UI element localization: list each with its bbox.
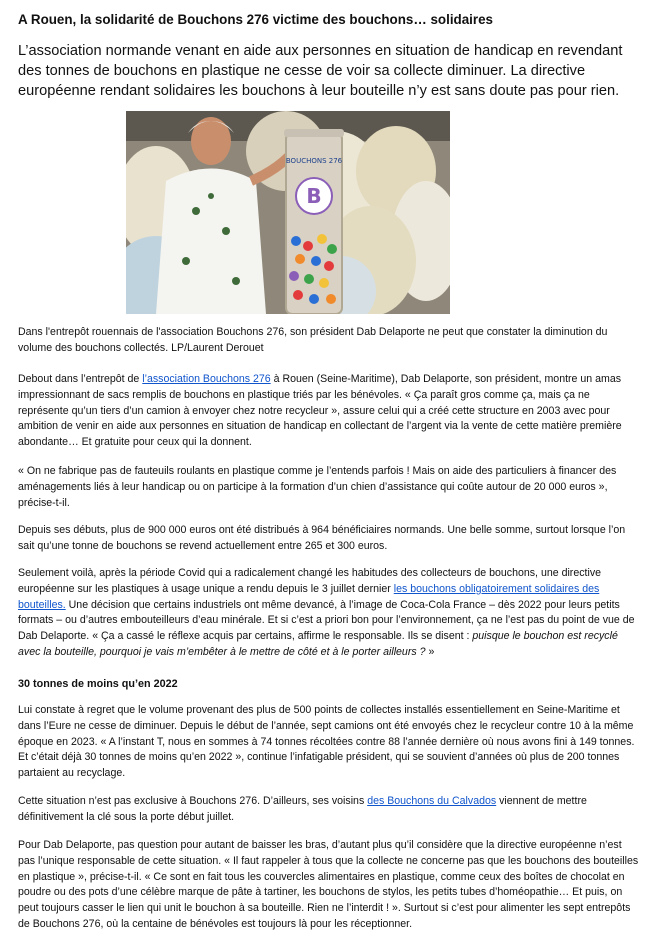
link-association-bouchons-276[interactable]: l’association Bouchons 276 <box>142 373 271 385</box>
paragraph-2: « On ne fabrique pas de fauteuils roulants en plastique comme je l’entends parfois ! Mais on aide des particuliers à financer des aménagements liés à leur handicap ou on participe à la formation d’un chien d’assistance qui coûte autour de 20 000 euros », précise-t-il. <box>18 465 617 509</box>
article-photo <box>126 111 450 314</box>
section-heading: 30 tonnes de moins qu’en 2022 <box>18 678 178 690</box>
jar-label: BOUCHONS 276 <box>285 157 343 165</box>
link-bouchons-solidaires[interactable]: les bouchons obligatoirement solidaires des bouteilles. <box>18 582 600 611</box>
paragraph-7: Pour Dab Delaporte, pas question pour autant de baisser les bras, d’autant plus qu’il considère que la directive européenne n’est pas l’unique responsable de cette situation. « Il faut rappeler à tous que la collecte ne concerne pas que les bouchons des bouteilles en plastique », précise-t-il. « Ce sont en fait tous les couvercles alimentaires en plastique, comme ceux des boîtes de chocolat en poudre ou des pots d’une célèbre marque de pâte à tartiner, les bouchons de stylos, les petits tubes d’homéopathie… Et puis, on peut toujours casser le lien qui unit le bouchon à sa bouteille. Rien ne l’interdit ! ». Surtout si c’est pour alimenter les sept entrepôts de Bouchons 276, où la centaine de bénévoles est toujours là pour les réceptionner. <box>18 839 639 930</box>
article-title: A Rouen, la solidarité de Bouchons 276 victime des bouchons… solidaires <box>18 12 493 27</box>
paragraph-6: Cette situation n’est pas exclusive à Bouchons 276. D’ailleurs, ses voisins des Bouchons du Calvados viennent de mettre définitivement la clé sous la porte début juillet. <box>18 795 587 823</box>
article-lead: L’association normande venant en aide aux personnes en situation de handicap en revendant des tonnes de bouchons en plastique ne cesse de voir sa collecte diminuer. La directive européenne rendant solidaires les bouchons à leur bouteille n’y est sans doute pas pour rien. <box>18 43 623 99</box>
paragraph-5: Lui constate à regret que le volume provenant des plus de 500 points de collectes installés essentiellement en Seine-Maritime et dans l’Eure ne cesse de diminuer. Depuis le début de l’année, sept camions ont été envoyés chez le recycleur contre 10 à la même époque en 2023. « A l’instant T, nous en sommes à 74 tonnes récoltées contre 88 l’année dernière où nous avons fini à 149 tonnes. Et c’était déjà 30 tonnes de moins qu’en 2022 », continue l’infatigable président, qui se souvient d’années où plus de 200 tonnes partaient au recyclage. <box>18 704 635 780</box>
jar-logo: B <box>306 184 322 208</box>
paragraph-4: Seulement voilà, après la période Covid qui a radicalement changé les habitudes des collecteurs de bouchons, une directive européenne sur les plastiques à usage unique a rendu depuis le 3 juillet dernier les bouchons obligatoirement solidaires des bouteilles. Une décision que certains industriels ont même devancé, à l’image de Coca-Cola France – dès 2022 pour leurs petits formats – ou d’autres embouteilleurs d’eau minérale. Et si c’est a priori bon pour l’environnement, ça ne l’est pas du point de vue de Dab Delaporte. « Ça a cassé le réflexe acquis par certains, affirme le responsable. Ils se disent : puisque le bouchon est recyclé avec la bouteille, pourquoi je vais m’embêter à le mettre de côté et à le porter ailleurs ? » <box>18 567 635 658</box>
warehouse-photo-illustration <box>126 111 450 314</box>
paragraph-1: Debout dans l’entrepôt de l’association Bouchons 276 à Rouen (Seine-Maritime), Dab Delaporte, son président, montre un amas impressionnant de sacs remplis de bouchons en plastique triés par les bénévoles. « Ça paraît gros comme ça, mais ça ne représente qu’un tiers d’un camion à envoyer chez notre recycleur », assure celui qui a créé cette structure en 2003 avec pour ambition de venir en aide aux personnes en situation de handicap en collectant de l’argent via la vente de cette matière première abondante… Et gratuite pour ceux qui la donnent. <box>18 373 622 449</box>
paragraph-3: Depuis ses débuts, plus de 900 000 euros ont été distribués à 964 bénéficiaires normands. Une belle somme, surtout lorsque l’on sait qu’une tonne de bouchons se revend actuellement entre 265 et 300 euros. <box>18 524 626 552</box>
link-bouchons-du-calvados[interactable]: des Bouchons du Calvados <box>367 795 497 807</box>
photo-caption: Dans l'entrepôt rouennais de l'association Bouchons 276, son président Dab Delaporte ne peut que constater la diminution du volume des bouchons collectés. LP/Laurent Derouet <box>18 326 608 354</box>
